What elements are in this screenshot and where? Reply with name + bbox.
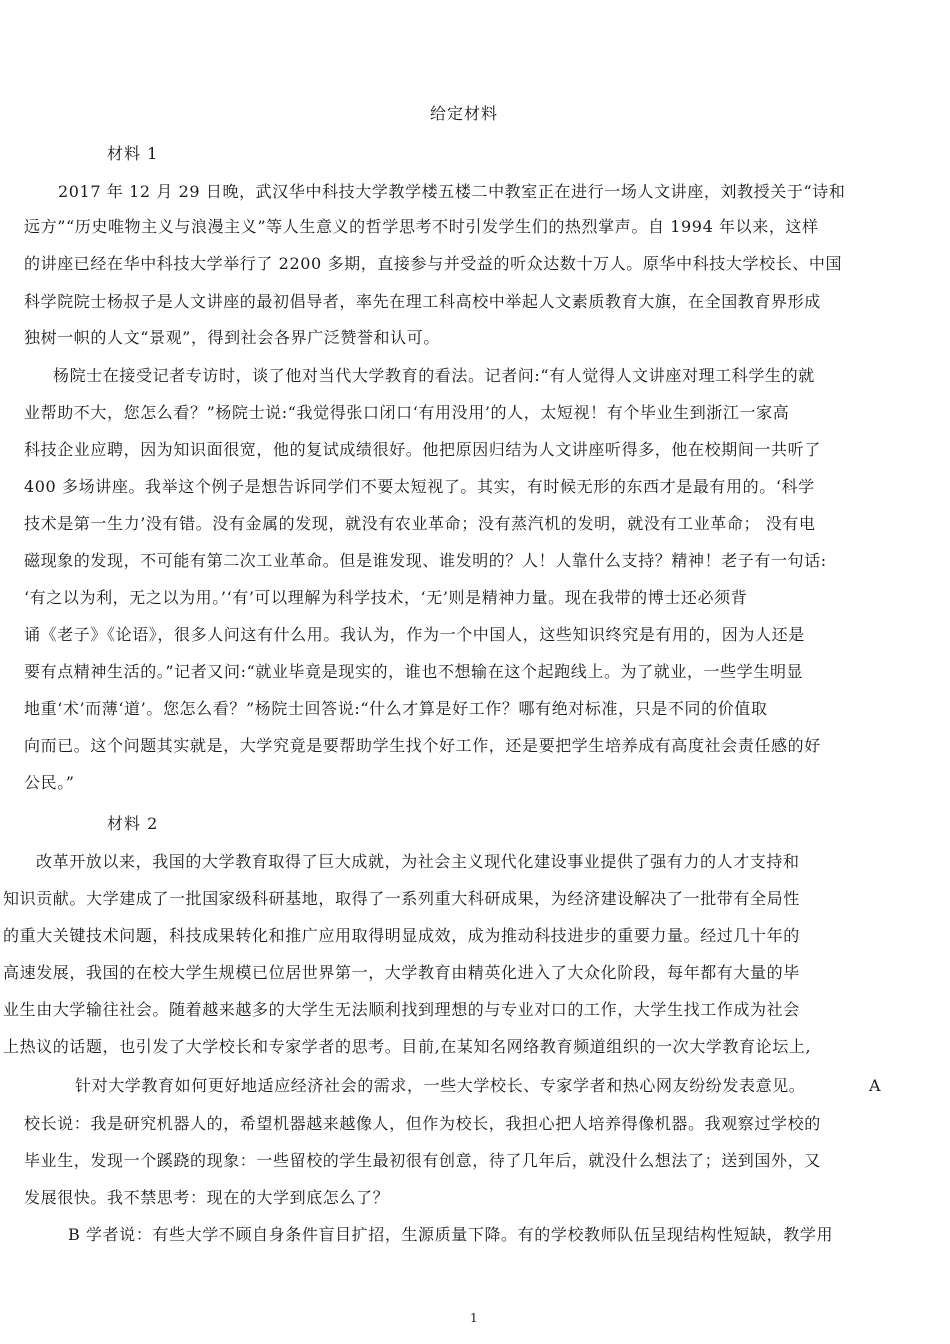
text-line: 诵《老子》《论语》，很多人问这有什么用。我认为，作为一个中国人，这些知识终究是有用的，因为人还是: [24, 625, 805, 644]
text-line: 毕业生，发现一个蹊跷的现象：一些留校的学生最初很有创意，待了几年后，就没什么想法了；送到国外，又: [24, 1151, 821, 1170]
text-line: 技术是第一生力’没有错。没有金属的发现，就没有农业革命；没有蒸汽机的发明，就没有工业革命； 没有电: [24, 514, 816, 533]
text-line: 向而已。这个问题其实就是，大学究竟是要帮助学生找个好工作，还是要把学生培养成有高度社会责任感的好: [24, 736, 821, 755]
speaker-marker-a: A: [869, 1076, 882, 1095]
text-line: 400 多场讲座。我举这个例子是想告诉同学们不要太短视了。其实，有时候无形的东西才是最有用的。‘科学: [24, 477, 815, 496]
text-line: 针对大学教育如何更好地适应经济社会的需求，一些大学校长、专家学者和热心网友纷纷发表意见。: [75, 1076, 806, 1095]
text-line: 发展很快。我不禁思考：现在的大学到底怎么了？: [24, 1188, 390, 1207]
text-line: 科技企业应聘，因为知识面很宽，他的复试成绩很好。他把原因归结为人文讲座听得多，他在校期间一共听了: [24, 440, 821, 459]
text-line: 的重大关键技术问题，科技成果转化和推广应用取得明显成效，成为推动科技进步的重要力量。经过几十年的: [3, 926, 800, 945]
material-2-heading: 材料 2: [107, 814, 159, 833]
text-line: 业帮助不大，您怎么看？”杨院士说:“我觉得张口闭口‘有用没用’的人，太短视！有个毕业生到浙江一家高: [24, 403, 790, 422]
text-line: 远方”“历史唯物主义与浪漫主义”等人生意义的哲学思考不时引发学生们的热烈掌声。自 1994 年以来，这样: [24, 217, 819, 236]
text-line: 地重‘术’而薄‘道’。您怎么看？”杨院士回答说:“什么才算是好工作？哪有绝对标准，只是不同的价值取: [24, 699, 768, 718]
text-line: 要有点精神生活的。”记者又问:“就业毕竟是现实的，谁也不想输在这个起跑线上。为了就业，一些学生明显: [24, 662, 804, 681]
text-line: 磁现象的发现，不可能有第二次工业革命。但是谁发现、谁发明的？人！人靠什么支持？精神！老子有一句话:: [24, 551, 827, 570]
text-line: 知识贡献。大学建成了一批国家级科研基地，取得了一系列重大科研成果，为经济建设解决了一批带有全局性: [3, 889, 800, 908]
text-line: 业生由大学输往社会。随着越来越多的大学生无法顺利找到理想的与专业对口的工作，大学生找工作成为社会: [3, 1000, 800, 1019]
text-line: 上热议的话题，也引发了大学校长和专家学者的思考。目前,在某知名网络教育频道组织的一次大学教育论坛上,: [3, 1037, 812, 1056]
page-title: 给定材料: [430, 104, 499, 123]
text-line: 高速发展，我国的在校大学生规模已位居世界第一，大学教育由精英化进入了大众化阶段，每年都有大量的毕: [3, 963, 800, 982]
text-line: 杨院士在接受记者专访时，谈了他对当代大学教育的看法。记者问:“有人觉得人文讲座对理工科学生的就: [53, 366, 815, 385]
text-line: 的讲座已经在华中科技大学举行了 2200 多期，直接参与并受益的听众达数十万人。原华中科技大学校长、中国: [24, 254, 843, 273]
text-line: ‘有之以为利，无之以为用。’‘有’可以理解为科学技术，‘无’则是精神力量。现在我带的博士还必须背: [24, 588, 748, 607]
text-line: 科学院院士杨叔子是人文讲座的最初倡导者，率先在理工科高校中举起人文素质教育大旗，在全国教育界形成: [24, 292, 821, 311]
page-number: 1: [470, 1311, 479, 1325]
material-1-heading: 材料 1: [107, 144, 159, 163]
text-line: B 学者说：有些大学不顾自身条件盲目扩招，生源质量下降。有的学校教师队伍呈现结构性短缺，教学用: [68, 1225, 834, 1244]
text-line: 2017 年 12 月 29 日晚，武汉华中科技大学教学楼五楼二中教室正在进行一场人文讲座，刘教授关于“诗和: [58, 182, 846, 201]
text-line: 校长说：我是研究机器人的，希望机器越来越像人，但作为校长，我担心把人培养得像机器。我观察过学校的: [24, 1114, 821, 1133]
text-line: 改革开放以来，我国的大学教育取得了巨大成就，为社会主义现代化建设事业提供了强有力的人才支持和: [36, 852, 800, 871]
text-line: 独树一帜的人文“景观”，得到社会各界广泛赞誉和认可。: [24, 328, 440, 347]
text-line: 公民。”: [24, 773, 75, 792]
